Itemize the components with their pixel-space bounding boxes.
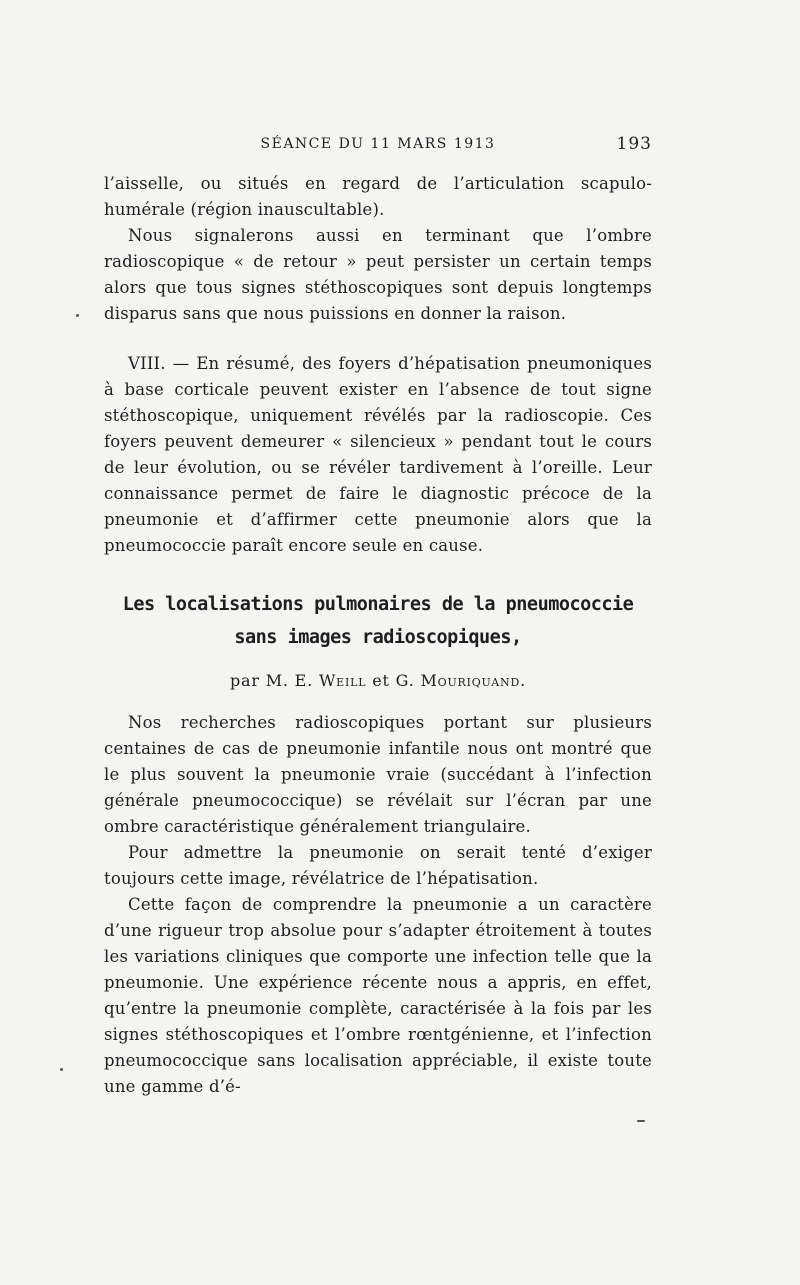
header-title: SÉANCE DU 11 MARS 1913	[260, 136, 496, 152]
paragraph: Nos recherches radioscopiques portant sur plusieurs centaines de cas de pneumonie infantile nous ont montré que le plus souvent la pneumonie vraie (succédant à l’infection générale pneumococcique) se révélait sur l’écran par une ombre caractéristique généralement triangulaire.	[104, 713, 652, 836]
article-title-line: sans images radioscopiques,	[234, 627, 522, 648]
paragraph: Pour admettre la pneumonie on serait tenté d’exiger toujours cette image, révélatrice de l’hépatisation.	[104, 843, 652, 888]
print-speck	[76, 314, 79, 317]
paragraph: VIII. — En résumé, des foyers d’hépatisation pneumoniques à base corticale peuvent exister en l’absence de tout signe stéthoscopique, uniquement révélés par la radioscopie. Ces foyers peuvent demeurer « silencieux » pendant tout le cours de leur évolution, ou se révéler tardivement à l’oreille. Leur connaissance permet de faire le diagnostic précoce de la pneumonie et d’affirmer cette pneumonie alors que la pneumococcie paraît encore seule en cause.	[104, 354, 652, 555]
section-viii	[104, 351, 652, 559]
author-name: Mouriquand	[420, 671, 521, 690]
article-title	[104, 588, 652, 654]
text-block-top	[104, 171, 652, 327]
text-block-bottom	[104, 710, 652, 1100]
author-name: Weill	[318, 671, 367, 690]
print-speck	[637, 1120, 645, 1122]
paragraph: Nous signalerons aussi en terminant que l’ombre radioscopique « de retour » peut persister un certain temps alors que tous signes stéthoscopiques sont depuis longtemps disparus sans que nous puissions en donner la raison.	[104, 226, 652, 323]
paragraph: l’aisselle, ou situés en regard de l’articulation scapulo-humérale (région inauscultable).	[104, 174, 652, 219]
byline	[104, 671, 652, 690]
page-number: 193	[616, 134, 652, 154]
paragraph: Cette façon de comprendre la pneumonie a un caractère d’une rigueur trop absolue pour s’adapter étroitement à toutes les variations cliniques que comporte une infection telle que la pneumonie. Une expérience récente nous a appris, en effet, qu’entre la pneumonie complète, caractérisée à la fois par les signes stéthoscopiques et l’ombre rœntgénienne, et l’infection pneumococcique sans localisation appréciable, il existe toute une gamme d’é-	[104, 895, 652, 1096]
running-header	[104, 136, 652, 160]
byline-prefix: par M. E.	[230, 671, 319, 690]
article-title-line: Les localisations pulmonaires de la pneumococcie	[122, 594, 634, 615]
byline-suffix: .	[520, 671, 526, 690]
print-speck	[60, 1068, 63, 1071]
byline-and: et G.	[366, 671, 421, 690]
